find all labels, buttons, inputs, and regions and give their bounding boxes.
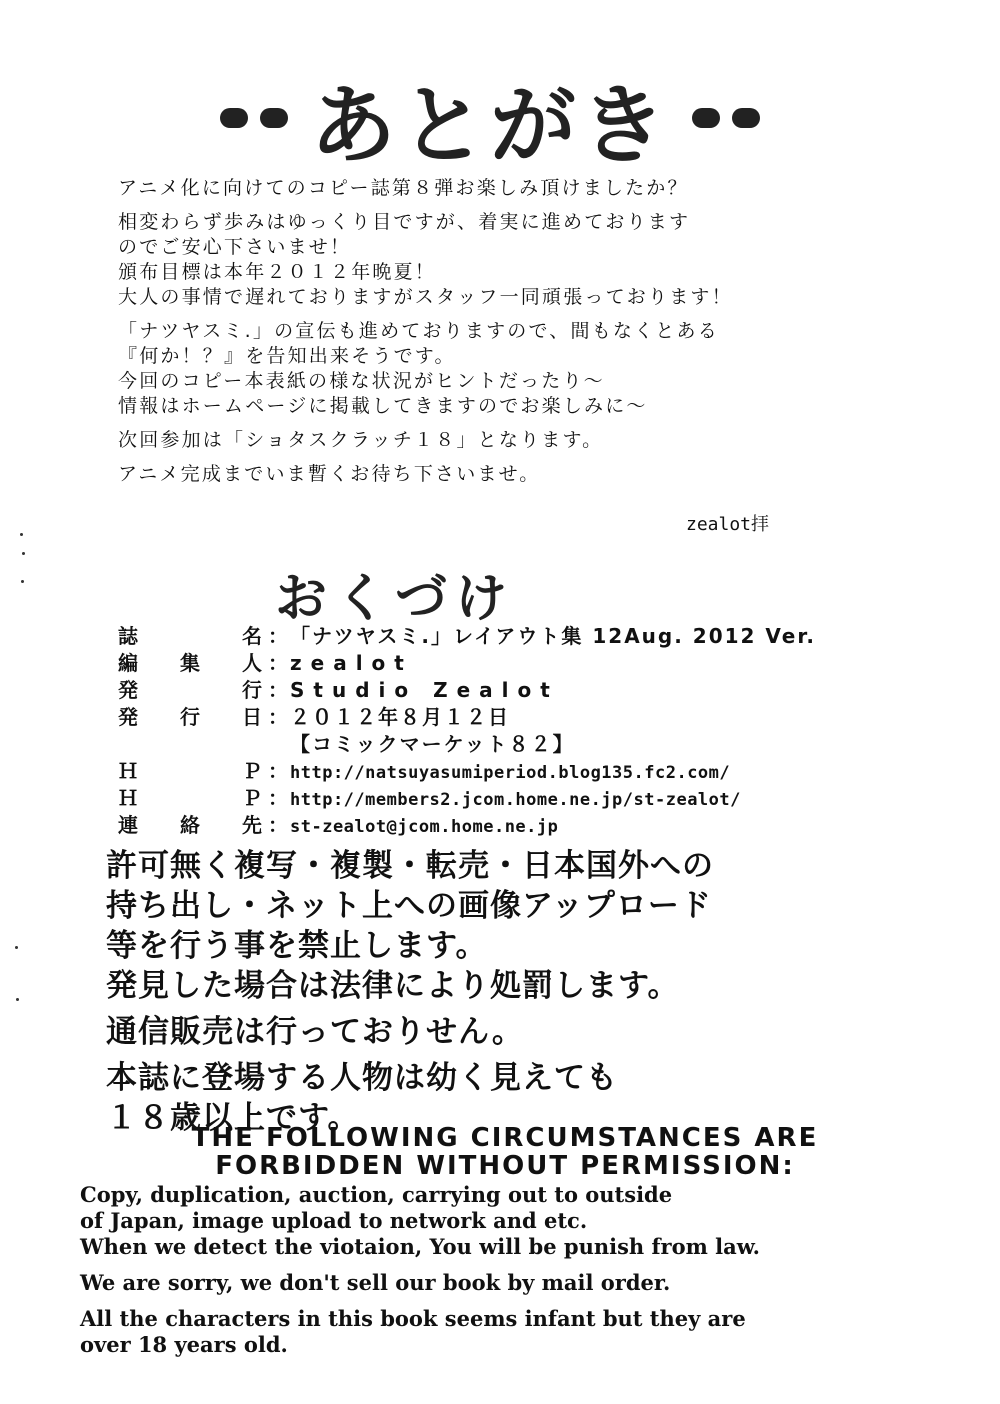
colophon-row-date [118,701,978,728]
colophon-separator: ： [268,786,288,810]
afterword-paragraph [118,428,918,453]
english-heading-line: FORBIDDEN WITHOUT PERMISSION: [215,1151,795,1181]
colophon-row-publisher [118,674,978,701]
colophon-separator: ： [268,759,288,783]
english-line: Copy, duplication, auction, carrying out to outside [80,1182,673,1207]
colophon-separator: ： [268,678,288,702]
colophon-separator: ： [268,651,288,675]
warning-line: 等を行う事を禁止します。 [106,928,488,964]
colophon-separator: ： [268,705,288,729]
afterword-line: アニメ完成までいま暫くお待ち下さいませ。 [118,463,541,485]
colophon-label: 誌 名 [118,624,262,648]
colophon-label: 編 集 人 [118,651,262,675]
colophon-row-homepage [118,755,978,782]
colophon-value: Studio Zealot [290,678,559,702]
afterword-paragraph [118,319,918,419]
afterword-line: 頒布目標は本年２０１２年晩夏！ [118,261,437,283]
colophon-label: 連 絡 先 [118,813,262,837]
afterword-line: アニメ化に向けてのコピー誌第８弾お楽しみ頂けましたか？ [118,177,689,199]
afterword-line: 今回のコピー本表紙の様な状況がヒントだったり～ [118,370,605,392]
colophon-row-editor [118,647,978,674]
english-line: All the characters in this book seems infant but they are [80,1306,746,1331]
colophon-value: 「ナツヤスミ.」レイアウト集 12Aug. 2012 Ver. [290,624,816,648]
afterword-heading [110,68,870,176]
english-line: When we detect the viotaion, You will be punish from law. [80,1234,760,1259]
scan-speck [16,998,19,1001]
colophon-row-homepage [118,782,978,809]
english-line: of Japan, image upload to network and etc. [80,1208,588,1233]
colophon-separator: ： [268,624,288,648]
english-line: over 18 years old. [80,1332,288,1357]
english-line: We are sorry, we don't sell our book by mail order. [80,1270,671,1295]
title-dash-right [686,108,766,128]
colophon-event: 【コミックマーケット８２】 [290,732,575,756]
contact-email: st-zealot@jcom.home.ne.jp [290,817,559,837]
scan-speck [22,552,25,555]
title-dash-left [214,108,294,128]
homepage-url-1: http://natsuyasumiperiod.blog135.fc2.com/ [290,763,731,783]
colophon-row-title [118,620,978,647]
colophon-separator: ： [268,813,288,837]
jp-warnings [106,846,906,1138]
warning-line: 通信販売は行っておりせん。 [106,1014,524,1050]
colophon-row-contact [118,809,978,836]
afterword-line: 『何か！？』を告知出来そうです。 [118,345,456,367]
afterword-title: あとがき [310,76,670,176]
afterword-line: のでご安心下さいませ！ [118,236,352,258]
afterword-line: 大人の事情で遅れておりますがスタッフ一同頑張っております！ [118,286,733,308]
afterword-line: 相変わらず歩みはゆっくり目ですが、着実に進めております [118,211,691,233]
colophon-title: おくづけ [275,569,516,629]
english-heading-line: THE FOLLOWING CIRCUMSTANCES ARE [191,1123,819,1153]
warning-line: 発見した場合は法律により処罰します。 [106,968,680,1004]
afterword-line: 情報はホームページに掲載してきますのでお楽しみに～ [118,395,648,417]
afterword-paragraph [118,462,918,487]
colophon-value: zealot [290,651,413,675]
scan-speck [20,533,23,536]
colophon-value: ２０１２年８月１２日 [290,705,510,729]
english-notice [80,1182,960,1358]
afterword-paragraph [118,176,918,201]
colophon-label: Ｈ Ｐ [118,759,262,783]
scan-speck [15,946,18,949]
afterword-line: 次回参加は「ショタスクラッチ１８」となります。 [118,429,604,451]
english-heading [80,1124,930,1180]
afterword-paragraph [118,210,918,310]
warning-line: １８歳以上です。 [106,1100,360,1136]
scan-speck [21,580,24,583]
colophon-label: 発 行 日 [118,705,262,729]
warning-line: 許可無く複写・複製・転売・日本国外への [106,848,714,884]
colophon-table [118,620,978,836]
homepage-url-2: http://members2.jcom.home.ne.jp/st-zealot/ [290,790,741,810]
warning-line: 持ち出し・ネット上への画像アップロード [106,888,712,924]
warning-line: 本誌に登場する人物は幼く見えても [106,1060,618,1096]
afterword-body [118,176,918,496]
colophon-label: 発 行 [118,678,262,702]
afterword-line: 「ナツヤスミ.」の宣伝も進めておりますので、間もなくとある [118,320,719,342]
signature: zealot拝 [686,514,770,535]
colophon-label: Ｈ Ｐ [118,786,262,810]
